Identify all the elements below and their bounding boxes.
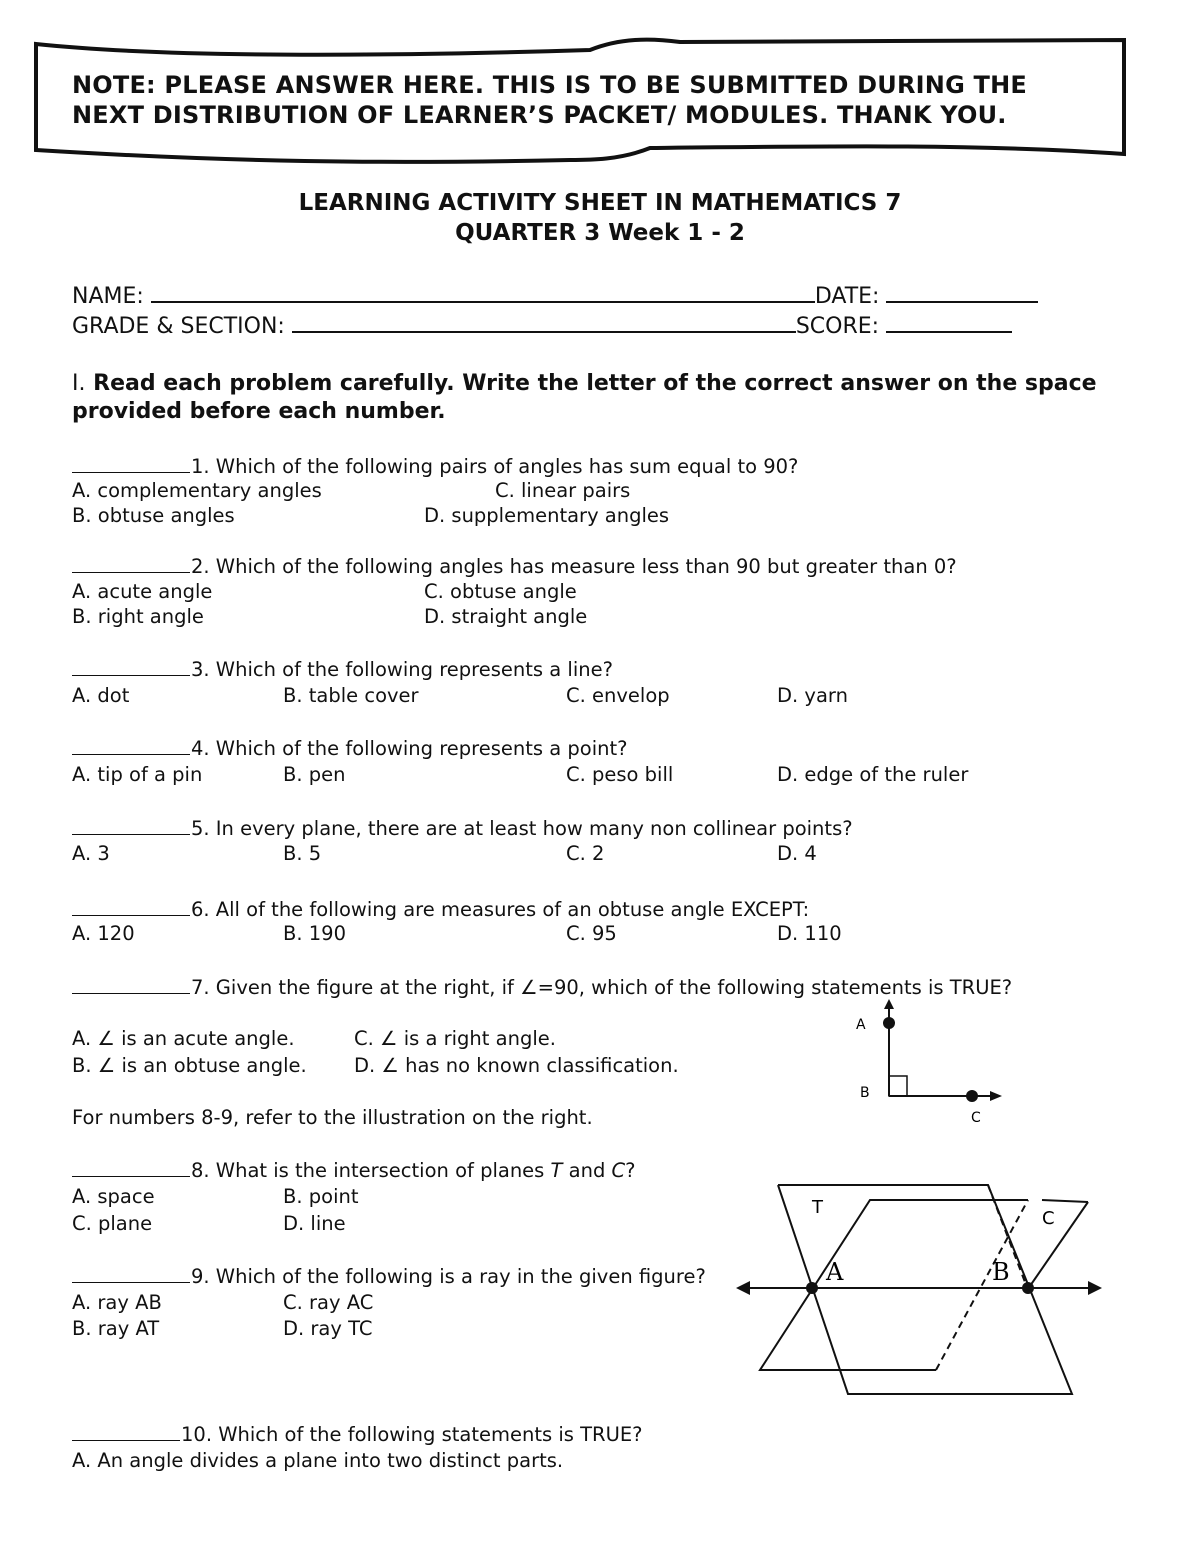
date-label: DATE: <box>814 284 880 309</box>
q3-option-c: C. envelop <box>566 684 670 707</box>
q10-option-a: A. An angle divides a plane into two distinct parts. <box>72 1449 564 1472</box>
q6-option-d: D. 110 <box>777 922 842 945</box>
name-field[interactable] <box>151 281 815 303</box>
question-8-plane-c: C <box>611 1159 626 1182</box>
question-5 <box>72 816 853 840</box>
label-a: A <box>856 1017 866 1033</box>
plane-c-edge-right <box>1042 1200 1088 1202</box>
label-plane-t: T <box>812 1197 823 1218</box>
grade-score-row <box>72 311 1012 341</box>
question-9 <box>72 1264 706 1288</box>
question-8 <box>72 1158 636 1182</box>
question-2-text: 2. Which of the following angles has measure less than 90 but greater than 0? <box>191 555 957 578</box>
question-6 <box>72 897 809 921</box>
name-date-row <box>72 281 1038 311</box>
question-8-plane-t: T <box>550 1159 563 1182</box>
q6-option-b: B. 190 <box>283 922 346 945</box>
question-4 <box>72 736 628 760</box>
q3-option-b: B. table cover <box>283 684 419 707</box>
answer-blank-8[interactable] <box>72 1158 190 1177</box>
q8-option-c: C. plane <box>72 1212 153 1235</box>
answer-blank-9[interactable] <box>72 1264 190 1283</box>
instructions-number: I. <box>72 371 86 396</box>
sheet-subtitle: QUARTER 3 Week 1 - 2 <box>455 220 745 246</box>
q5-option-c: C. 2 <box>566 842 605 865</box>
q1-option-b: B. obtuse angles <box>72 504 235 527</box>
question-6-text: 6. All of the following are measures of an obtuse angle EXCEPT: <box>191 898 810 921</box>
question-4-text: 4. Which of the following represents a point? <box>191 737 628 760</box>
q9-option-b: B. ray AT <box>72 1317 160 1340</box>
score-label: SCORE: <box>795 314 880 339</box>
question-8-text-post: ? <box>625 1159 636 1182</box>
planes-figure <box>730 1180 1110 1400</box>
q7-option-a: A. ∠ is an acute angle. <box>72 1027 295 1050</box>
point-c <box>966 1090 978 1102</box>
q1-option-a: A. complementary angles <box>72 479 322 502</box>
answer-blank-3[interactable] <box>72 657 190 676</box>
question-10-text: 10. Which of the following statements is TRUE? <box>181 1423 643 1446</box>
note-line-2: NEXT DISTRIBUTION OF LEARNER’S PACKET/ MODULES. THANK YOU. <box>72 101 1007 129</box>
question-8-text-pre: 8. What is the intersection of planes <box>191 1159 551 1182</box>
q3-option-a: A. dot <box>72 684 130 707</box>
q1-option-d: D. supplementary angles <box>424 504 670 527</box>
line-arrowhead-right <box>1088 1281 1102 1295</box>
q2-option-a: A. acute angle <box>72 580 213 603</box>
q4-option-d: D. edge of the ruler <box>777 763 969 786</box>
q9-option-d: D. ray TC <box>283 1317 373 1340</box>
label-c: C <box>971 1110 981 1126</box>
q4-option-a: A. tip of a pin <box>72 763 203 786</box>
question-2 <box>72 554 957 578</box>
label-point-a: A <box>826 1258 844 1286</box>
note-banner <box>72 70 1112 130</box>
label-point-b: B <box>992 1258 1010 1286</box>
question-8-text-mid: and <box>562 1159 612 1182</box>
grade-section-label: GRADE & SECTION: <box>72 314 285 339</box>
plane-c-hidden-edge <box>936 1200 1028 1370</box>
answer-blank-6[interactable] <box>72 897 190 916</box>
answer-blank-1[interactable] <box>72 454 190 473</box>
refer-note: For numbers 8-9, refer to the illustration on the right. <box>72 1106 593 1129</box>
q7-option-c: C. ∠ is a right angle. <box>354 1027 556 1050</box>
q5-option-d: D. 4 <box>777 842 817 865</box>
answer-blank-7[interactable] <box>72 975 190 994</box>
question-1-text: 1. Which of the following pairs of angles has sum equal to 90? <box>191 455 799 478</box>
date-field[interactable] <box>886 281 1038 303</box>
q8-option-b: B. point <box>283 1185 359 1208</box>
q7-option-d: D. ∠ has no known classification. <box>354 1054 679 1077</box>
q9-option-c: C. ray AC <box>283 1291 374 1314</box>
sheet-title: LEARNING ACTIVITY SHEET IN MATHEMATICS 7 <box>298 190 902 216</box>
q5-option-a: A. 3 <box>72 842 110 865</box>
point-a <box>806 1282 818 1294</box>
q8-option-a: A. space <box>72 1185 155 1208</box>
question-9-text: 9. Which of the following is a ray in the given figure? <box>191 1265 706 1288</box>
label-plane-c: C <box>1042 1208 1055 1229</box>
note-line-1: NOTE: PLEASE ANSWER HERE. THIS IS TO BE SUBMITTED DURING THE <box>72 71 1027 99</box>
score-field[interactable] <box>886 311 1012 333</box>
label-b: B <box>860 1085 870 1101</box>
q2-option-b: B. right angle <box>72 605 204 628</box>
answer-blank-5[interactable] <box>72 816 190 835</box>
ray-bc-arrowhead <box>990 1091 1002 1101</box>
right-angle-figure <box>840 995 1020 1126</box>
right-angle-marker <box>889 1076 907 1096</box>
q5-option-b: B. 5 <box>283 842 322 865</box>
question-5-text: 5. In every plane, there are at least how many non collinear points? <box>191 817 853 840</box>
answer-blank-2[interactable] <box>72 554 190 573</box>
instructions-text: Read each problem carefully. Write the letter of the correct answer on the space provided before each number. <box>72 371 1097 424</box>
q2-option-d: D. straight angle <box>424 605 588 628</box>
answer-blank-10[interactable] <box>72 1422 180 1441</box>
q4-option-b: B. pen <box>283 763 346 786</box>
ray-ba-arrowhead <box>884 999 894 1009</box>
q6-option-a: A. 120 <box>72 922 135 945</box>
point-b <box>1022 1282 1034 1294</box>
q2-option-c: C. obtuse angle <box>424 580 577 603</box>
q4-option-c: C. peso bill <box>566 763 674 786</box>
name-label: NAME: <box>72 284 144 309</box>
answer-blank-4[interactable] <box>72 736 190 755</box>
question-1 <box>72 454 798 478</box>
plane-c-edge-diagonal <box>1030 1202 1088 1286</box>
point-a <box>883 1017 895 1029</box>
question-3-text: 3. Which of the following represents a line? <box>191 658 613 681</box>
q3-option-d: D. yarn <box>777 684 848 707</box>
plane-c-outline <box>760 1200 1028 1370</box>
question-3 <box>72 657 613 681</box>
question-10 <box>72 1422 643 1446</box>
instructions <box>72 370 1132 426</box>
q8-option-d: D. line <box>283 1212 346 1235</box>
q6-option-c: C. 95 <box>566 922 617 945</box>
q1-option-c: C. linear pairs <box>495 479 631 502</box>
q9-option-a: A. ray AB <box>72 1291 162 1314</box>
line-arrowhead-left <box>736 1281 750 1295</box>
question-7-text: 7. Given the figure at the right, if ∠=90, which of the following statements is TRUE? <box>191 976 1013 999</box>
grade-section-field[interactable] <box>292 311 796 333</box>
q7-option-b: B. ∠ is an obtuse angle. <box>72 1054 307 1077</box>
